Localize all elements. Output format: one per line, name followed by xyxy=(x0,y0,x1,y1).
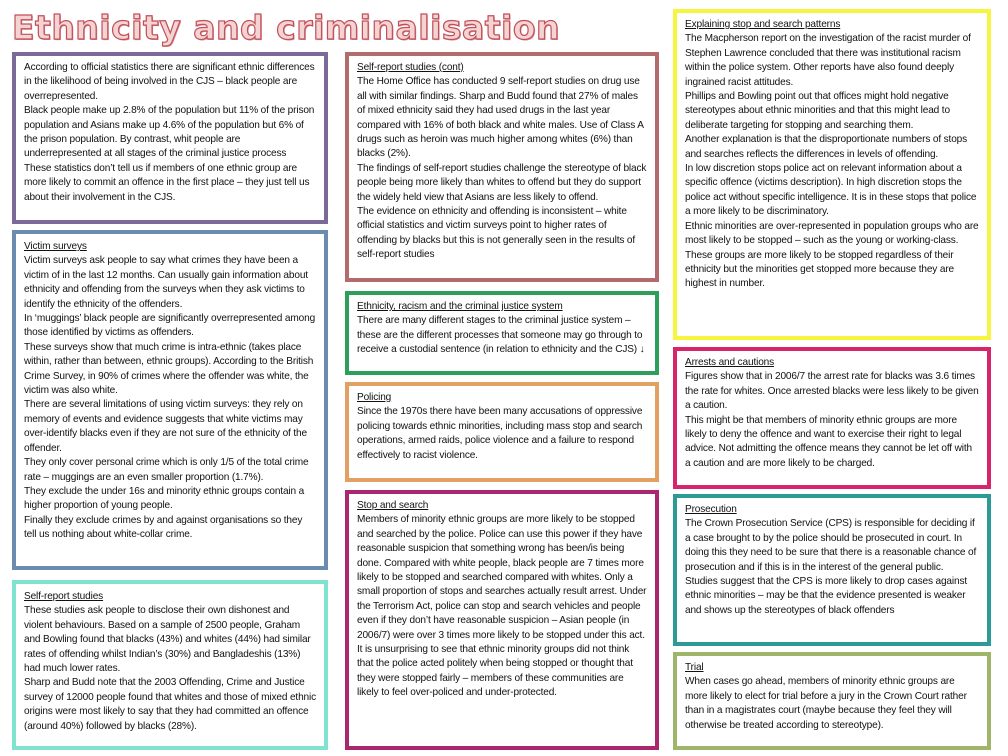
paragraph: The evidence on ethnicity and offending is inconsistent – white official statistics and victim surveys point to higher rates of offending by blacks but this is not generally seen in the results of self-report studies xyxy=(357,206,636,261)
paragraph: Victim surveys ask people to say what crimes they have been a victim of in the last 12 months. Can usually gain information about ethnicity and offending from the surveys when they ask victims to identify the ethnicity of the offenders. xyxy=(24,255,308,310)
paragraph: There are several limitations of using victim surveys: they rely on memory of events and evidence suggests that white victims may over-identify blacks even if they are not sure of the ethnicity of the offender. xyxy=(24,399,307,454)
section-heading: Prosecution xyxy=(685,504,737,515)
section-heading: Trial xyxy=(685,662,704,673)
paragraph: These surveys show that much crime is intra-ethnic (takes place within, rather than between, ethnic groups). According to the British Crime Survey, in 90% of crimes where the offender was white, the victim was also white. xyxy=(24,341,314,397)
victim-surveys-box xyxy=(12,230,328,570)
section-heading: Self-report studies xyxy=(24,591,104,602)
page-title: Ethnicity and criminalisation xyxy=(12,8,561,47)
paragraph: Another explanation is that the disproportionate numbers of stops and searches reflects the differences in levels of offending. xyxy=(685,134,968,160)
paragraph: The Macpherson report on the investigation of the racist murder of Stephen Lawrence concluded that there was institutional racism within the police system. Other reports have also found deeply ingrained racist attitudes. xyxy=(685,33,971,88)
paragraph: Members of minority ethnic groups are more likely to be stopped and searched by the police. Police can use this power if they have reasonable suspicion that something wrong has been/is being done. Compared with white people, black people are 7 times more likely to be stopped and searched compared with whites. Only a small proportion of stops and searches actually result arrest. Under the Terrorism Act, police can stop and search vehicles and people even if they don’t have reasonable suspicion – Asian people (in 2006/7) were over 3 times more likely to be stopped under this act. xyxy=(357,514,647,641)
paragraph: They exclude the under 16s and minority ethnic groups contain a higher proportion of young people. xyxy=(24,485,305,512)
paragraph: Sharp and Budd note that the 2003 Offending, Crime and Justice survey of 12000 people found that whites and those of mixed ethnic origins were most likely to say that they had committed an offence (around 40%) followed by blacks (28%). xyxy=(24,677,316,732)
section-heading: Self-report studies (cont) xyxy=(357,62,464,73)
prosecution-box xyxy=(673,494,991,646)
paragraph: The Home Office has conducted 9 self-report studies on drug use all with similar findings. Sharp and Budd found that 27% of males of mixed ethnicity said they had used drugs in the last year compared with 16% of both black and white males. Use of Class A drugs such as heroin was much higher among whites (6%) than blacks (2%). xyxy=(357,76,644,160)
paragraph: The findings of self-report studies challenge the stereotype of black people being more likely than whites to offend but they do support the widely held view that Asians are less likely to offend. xyxy=(357,162,647,203)
paragraph: There are many different stages to the criminal justice system – these are the different processes that someone may go through to receive a custodial sentence (in relation to ethnicity and the CJS) ↓ xyxy=(357,315,645,356)
trial-box xyxy=(673,652,991,750)
paragraph: Finally they exclude crimes by and against organisations so they tell us nothing about white-collar crime. xyxy=(24,514,303,541)
paragraph: When cases go ahead, members of minority ethnic groups are more likely to elect for trial before a jury in the Crown Court rather than in a magistrates court (maybe because they feel they will otherwise be treated according to stereotype). xyxy=(685,676,967,731)
policing-box xyxy=(345,382,659,482)
paragraph: Studies suggest that the CPS is more likely to drop cases against ethnic minorities – may be that the evidence presented is weaker and shows up the stereotypes of black offenders xyxy=(685,576,967,616)
arrests-and-cautions-box xyxy=(673,347,991,489)
paragraph: This might be that members of minority ethnic groups are more likely to deny the offence and want to exercise their right to legal advice. Not admitting the offence means they cannot be let off with a caution and are more likely to be charged. xyxy=(685,414,972,469)
paragraph: These statistics don’t tell us if members of one ethnic group are more likely to commit an offence in the first place – they just tell us about their involvement in the CJS. xyxy=(24,162,310,203)
paragraph: Figures show that in 2006/7 the arrest rate for blacks was 3.6 times the rate for whites. Once arrested blacks were less likely to be given a caution. xyxy=(685,371,979,412)
paragraph: They only cover personal crime which is only 1/5 of the total crime rate – muggings are an even smaller proportion (1.7%). xyxy=(24,457,309,483)
self-report-studies-box xyxy=(12,580,328,750)
section-heading: Policing xyxy=(357,392,392,403)
self-report-cont-box xyxy=(345,52,659,282)
paragraph: Since the 1970s there have been many accusations of oppressive policing towards ethnic minorities, including mass stop and search operations, armed raids, police violence and a failure to respond effectively to racist violence. xyxy=(357,406,643,461)
paragraph: Black people make up 2.8% of the population but 11% of the prison population and Asians make up 4.6% of the population but 6% of the prison population. By contrast, whit people are underrepresented at all stages of the criminal justice process xyxy=(24,105,315,160)
paragraph: In ‘muggings’ black people are significantly overrepresented among those identified by victims as offenders. xyxy=(24,313,316,339)
paragraph: Ethnic minorities are over-represented in population groups who are most likely to be stopped – such as the young or working-class. These groups are more likely to be stopped regardless of their ethnicity but the minorities get stopped more because they are highest in number. xyxy=(685,220,979,290)
ethnicity-racism-cjs-box xyxy=(345,291,659,375)
section-heading: Explaining stop and search patterns xyxy=(685,19,841,30)
paragraph: Phillips and Bowling point out that offices might hold negative stereotypes about ethnic minorities and that this might lead to deliberate targeting for stopping and searching them. xyxy=(685,91,950,131)
paragraph: In low discretion stops police act on relevant information about a specific offence (victims description). In high discretion stops the police act without specific intelligence. It is in these stops that police a more likely to be discriminatory. xyxy=(685,163,977,218)
section-heading: Victim surveys xyxy=(24,241,87,252)
stop-and-search-box xyxy=(345,490,659,750)
paragraph: The Crown Prosecution Service (CPS) is responsible for deciding if a case brought to by the police should be prosecuted in court. In doing this they need to be sure that there is a reasonable chance of prosecution and if this is in the interest of the general public. xyxy=(685,518,977,573)
paragraph: According to official statistics there are significant ethnic differences in the likelihood of being involved in the CJS – black people are overrepresented. xyxy=(24,62,315,102)
section-heading: Stop and search xyxy=(357,500,429,511)
official-statistics-box xyxy=(12,52,328,224)
paragraph: It is unsurprising to see that ethnic minority groups did not think that the police acted politely when being stopped or thought that they were stopped fairly – members of these communities are likely to feel over-policed and under-protected. xyxy=(357,644,633,699)
explaining-stop-search-box xyxy=(673,9,991,340)
paragraph: These studies ask people to disclose their own dishonest and violent behaviours. Based on a sample of 2500 people, Graham and Bowling found that blacks (43%) and whites (44%) had similar rates of offending whilst Indian’s (30%) and Bangladeshis (13%) had much lower rates. xyxy=(24,605,311,675)
section-heading: Ethnicity, racism and the criminal justice system xyxy=(357,301,563,312)
section-heading: Arrests and cautions xyxy=(685,357,775,368)
